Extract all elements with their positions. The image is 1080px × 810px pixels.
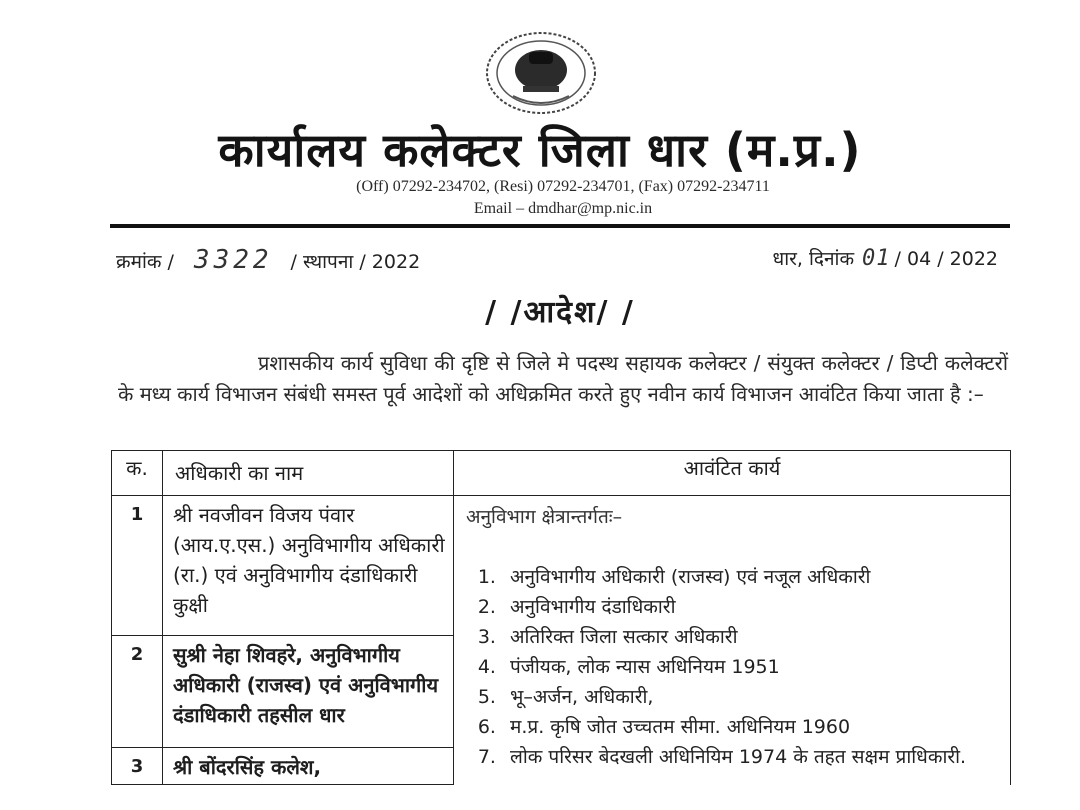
officer-name: श्री बोंदरसिंह कलेश, (163, 748, 454, 785)
intro-paragraph: प्रशासकीय कार्य सुविधा की दृष्टि से जिले मे पदस्थ सहायक कलेक्टर / संयुक्त कलेक्टर / डिप्टी कलेक्टरों के मध्य कार्य विभाजन संबंधी समस्त पूर्व आदेशों को अधिक्रमित करते हुए नवीन कार्य विभाजन आवंटित किया जाता है :– (118, 351, 1008, 406)
date-rest: / 04 / 2022 (894, 248, 998, 270)
kramank-label: क्रमांक / (116, 251, 174, 273)
duty-item: 5. भू–अर्जन, अधिकारी, (502, 682, 998, 712)
office-title: कार्यालय कलेक्टर जिला धार (म.प्र.) (218, 123, 862, 177)
header-allocated-work: आवंटित कार्य (454, 451, 1011, 496)
government-emblem-seal (483, 30, 599, 116)
row-serial: 3 (112, 748, 163, 785)
duty-item: 4. पंजीयक, लोक न्यास अधिनियम 1951 (502, 652, 998, 682)
work-allocation-table (111, 450, 1011, 785)
table-header-row (112, 451, 1011, 496)
row-serial: 1 (112, 496, 163, 636)
reference-number (116, 245, 420, 275)
header-serial: क. (112, 451, 163, 496)
allocated-work-cell (454, 496, 1011, 785)
officer-name-text: श्री नवजीवन विजय पंवार (आय.ए.एस.) अनुविभागीय अधिकारी (रा.) एवं अनुविभागीय दंडाधिकारी कुक्षी (173, 503, 445, 617)
header-officer-name: अधिकारी का नाम (163, 451, 454, 496)
row-serial: 2 (112, 636, 163, 748)
table-row (112, 496, 1011, 636)
duty-item: 1. अनुविभागीय अधिकारी (राजस्व) एवं नजूल अधिकारी (502, 562, 998, 592)
duties-list (466, 562, 998, 772)
email-line: Email – dmdhar@mp.nic.in (473, 200, 653, 217)
contact-numbers: (Off) 07292-234702, (Resi) 07292-234701, (Fax) 07292-234711 (356, 178, 770, 195)
duty-item: 3. अतिरिक्त जिला सत्कार अधिकारी (502, 622, 998, 652)
work-subheading: अनुविभाग क्षेत्रान्तर्गतः– (466, 506, 623, 528)
officer-name: सुश्री नेहा शिवहरे, अनुविभागीय अधिकारी (राजस्व) एवं अनुविभागीय दंडाधिकारी तहसील धार (163, 636, 454, 748)
officer-name (163, 496, 454, 636)
duty-item: 2. अनुविभागीय दंडाधिकारी (502, 592, 998, 622)
date-label: धार, दिनांक (772, 248, 855, 270)
place-date (773, 245, 998, 271)
order-heading: / /आदेश/ / (485, 295, 635, 330)
header-divider (110, 224, 1010, 228)
kramank-suffix: / स्थापना / 2022 (290, 251, 421, 273)
duty-item: 7. लोक परिसर बेदखली अधिनियिम 1974 के तहत सक्षम प्राधिकारी. (502, 742, 998, 772)
kramank-number: 3322 (193, 245, 273, 275)
date-day: 01 (862, 246, 891, 271)
duty-item: 6. म.प्र. कृषि जोत उच्चतम सीमा. अधिनियम 1960 (502, 712, 998, 742)
